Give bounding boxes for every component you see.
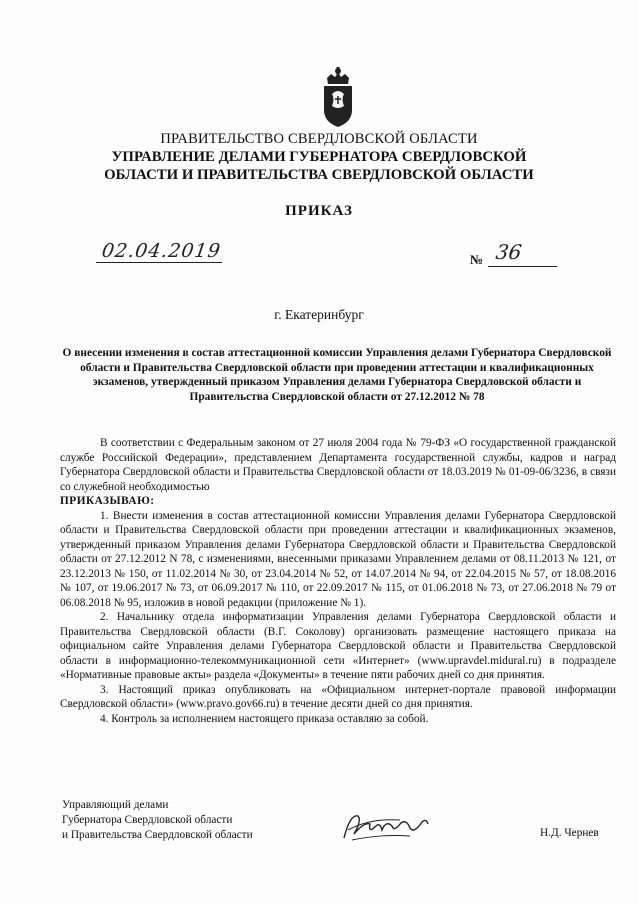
- document-type: ПРИКАЗ: [285, 203, 353, 219]
- order-item-4: 4. Контроль за исполнением настоящего приказа оставляю за собой.: [100, 712, 429, 725]
- signatory-name: Н.Д. Чернев: [540, 827, 599, 839]
- date-underline: [96, 262, 222, 263]
- order-word: ПРИКАЗЫВАЮ:: [60, 495, 155, 507]
- department-name-line1: УПРАВЛЕНИЕ ДЕЛАМИ ГУБЕРНАТОРА СВЕРДЛОВСКОЙ: [111, 149, 527, 165]
- order-number: 36: [494, 240, 524, 264]
- government-name: ПРАВИТЕЛЬСТВО СВЕРДЛОВСКОЙ ОБЛАСТИ: [160, 131, 478, 147]
- order-subject: О внесении изменения в состав аттестационной комиссии Управления делами Губернатора Свердловской области и Правительства Свердловской области при проведении аттестации и квалификационных экзаменов, утвержденный приказом Управления делами Губернатора Свердловской области и Правительства Свердловской области от 27.12.2012 № 78: [62, 347, 612, 403]
- position-line-2: Губернатора Свердловской области: [62, 814, 233, 826]
- position-line-3: и Правительства Свердловской области: [62, 829, 253, 841]
- order-body: [60, 436, 616, 726]
- city: г. Екатеринбург: [274, 307, 364, 322]
- preamble-paragraph: В соответствии с Федеральным законом от 27 июля 2004 года № 79-ФЗ «О государственной гражданской службе Российской Федерации», представлением Департамента государственной службы, кадров и наград Губернатора Свердловской области и Правительства Свердловской области от 18.03.2019 № 01-09-06/3236, в связи со служебной необходимостью: [60, 437, 616, 493]
- signatory-position: [62, 798, 253, 843]
- department-name-line2: ОБЛАСТИ И ПРАВИТЕЛЬСТВА СВЕРДЛОВСКОЙ ОБЛАСТИ: [104, 167, 534, 183]
- number-label: №: [470, 252, 484, 267]
- position-line-1: Управляющий делами: [62, 799, 169, 811]
- order-item-3: 3. Настоящий приказ опубликовать на «Официальном интернет-портале правовой информации Свердловской области» (www.pravo.gov66.ru) в течение десяти дней со дня принятия.: [60, 683, 616, 710]
- order-date: 02.04.2019: [100, 240, 223, 262]
- order-item-1: 1. Внести изменения в состав аттестационной комиссии Управления делами Губернатора Свердловской области и Правительства Свердловской области при проведении аттестации и квалификационных экзаменов, утвержденный приказом Управления делами Губернатора Свердловской области и Правительства Свердловской области от 27.12.2012 N 78, с изменениями, внесенными приказами Управлением делами от 08.11.2013 № 121, от 23.12.2013 № 150, от 11.02.2014 № 30, от 23.04.2014 № 52, от 14.07.2014 № 94, от 22.04.2015 № 57, от 18.08.2016 № 107, от 19.06.2017 № 73, от 06.09.2017 № 110, от 22.09.2017 № 115, от 01.06.2018 № 73, от 27.06.2018 № 79 от 06.08.2018 № 95, изложив в новой редакции (приложение № 1).: [60, 509, 616, 609]
- number-underline: [488, 266, 557, 267]
- order-item-2: 2. Начальнику отдела информатизации Управления делами Губернатора Свердловской области и Правительства Свердловской области (В.Г. Соколову) организовать размещение настоящего приказа на официальном сайте Управления делами Губернатора Свердловской области и Правительства Свердловской области в информационно-телекоммуникационной сети «Интернет» (www.upravdel.midural.ru) в подразделе «Нормативные правовые акты» раздела «Документы» в течение пяти рабочих дней со дня принятия.: [60, 611, 616, 681]
- handwritten-signature: [340, 808, 432, 844]
- coat-of-arms-icon: [318, 66, 358, 128]
- department-name: [0, 148, 638, 184]
